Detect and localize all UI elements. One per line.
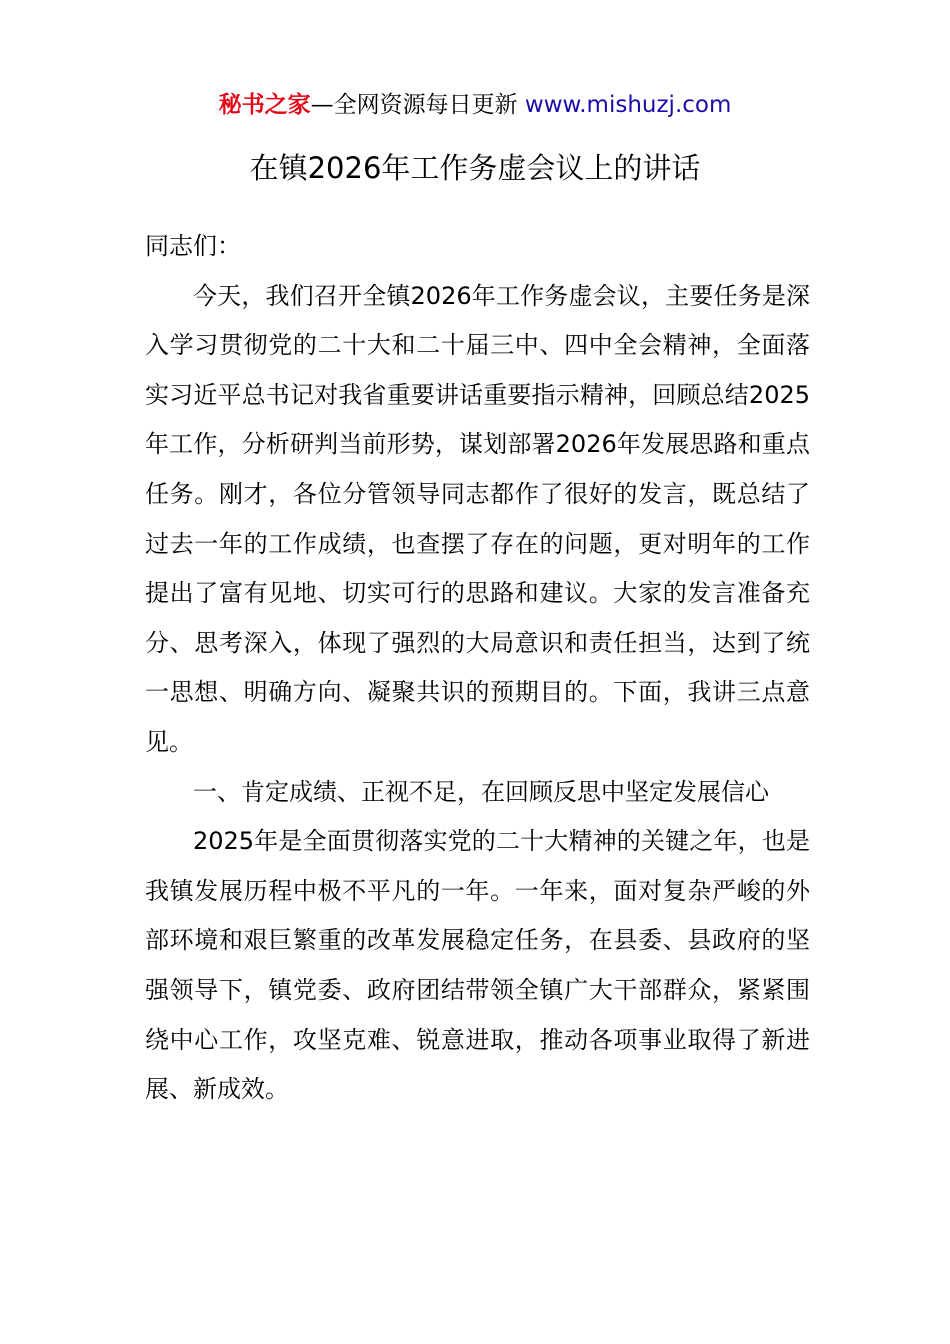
paragraph-review: 2025年是全面贯彻落实党的二十大精神的关键之年，也是我镇发展历程中极不平凡的一年。一年来，面对复杂严峻的外部环境和艰巨繁重的改革发展稳定任务，在县委、县政府的坚强领导下，镇党委、政府团结带领全镇广大干部群众，紧紧围绕中心工作，攻坚克难、锐意进取，推动各项事业取得了新进展、新成效。: [145, 827, 810, 1104]
salutation: 同志们：: [145, 232, 241, 260]
document-title: 在镇2026年工作务虚会议上的讲话: [249, 151, 701, 185]
document-body: [145, 222, 810, 1115]
section-heading-1: 一、肯定成绩、正视不足，在回顾反思中坚定发展信心: [193, 777, 769, 806]
site-brand: 秘书之家: [218, 92, 311, 118]
site-header: [0, 88, 950, 122]
site-slogan: —全网资源每日更新: [310, 92, 525, 118]
site-url-link[interactable]: www.mishuzj.com: [524, 92, 732, 118]
paragraph-intro: 今天，我们召开全镇2026年工作务虚会议，主要任务是深入学习贯彻党的二十大和二十届三中、四中全会精神，全面落实习近平总书记对我省重要讲话重要指示精神，回顾总结2025年工作，分析研判当前形势，谋划部署2026年发展思路和重点任务。刚才，各位分管领导同志都作了很好的发言，既总结了过去一年的工作成绩，也查摆了存在的问题，更对明年的工作提出了富有见地、切实可行的思路和建议。大家的发言准备充分、思考深入，体现了强烈的大局意识和责任担当，达到了统一思想、明确方向、凝聚共识的预期目的。下面，我讲三点意见。: [145, 281, 810, 756]
